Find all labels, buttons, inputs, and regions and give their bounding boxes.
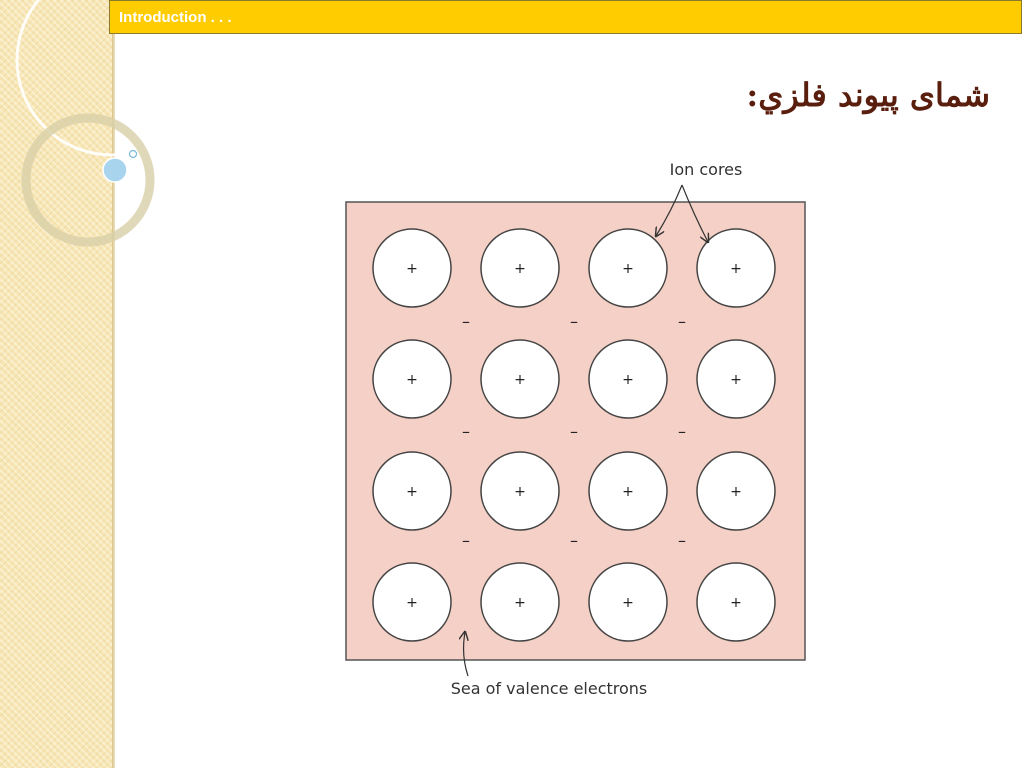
electron-marker: – [570,312,578,331]
sea-label: Sea of valence electrons [450,679,648,698]
ion-charge-label: + [406,372,418,388]
ion-charge-label: + [514,372,526,388]
ion-charge-label: + [622,261,634,277]
ion-cores-label: Ion cores [669,160,743,179]
ion-charge-label: + [730,372,742,388]
electron-marker: – [462,422,470,441]
ion-charge-label: + [622,372,634,388]
ion-charge-label: + [514,484,526,500]
electron-marker: – [678,531,686,550]
electron-marker: – [678,312,686,331]
electron-marker: – [462,531,470,550]
ion-charge-label: + [406,261,418,277]
electron-marker: – [570,422,578,441]
electron-marker: – [570,531,578,550]
slide-heading: شمای پیوند فلزي: [746,76,990,114]
electron-marker: – [462,312,470,331]
ion-charge-label: + [730,484,742,500]
ion-charge-label: + [406,484,418,500]
ion-charge-label: + [406,595,418,611]
ion-charge-label: + [730,261,742,277]
ion-charge-label: + [514,261,526,277]
ion-charge-label: + [514,595,526,611]
ion-charge-label: + [730,595,742,611]
ion-charge-label: + [622,595,634,611]
ion-charge-label: + [622,484,634,500]
electron-marker: – [678,422,686,441]
title-text: Introduction . . . [119,9,232,26]
